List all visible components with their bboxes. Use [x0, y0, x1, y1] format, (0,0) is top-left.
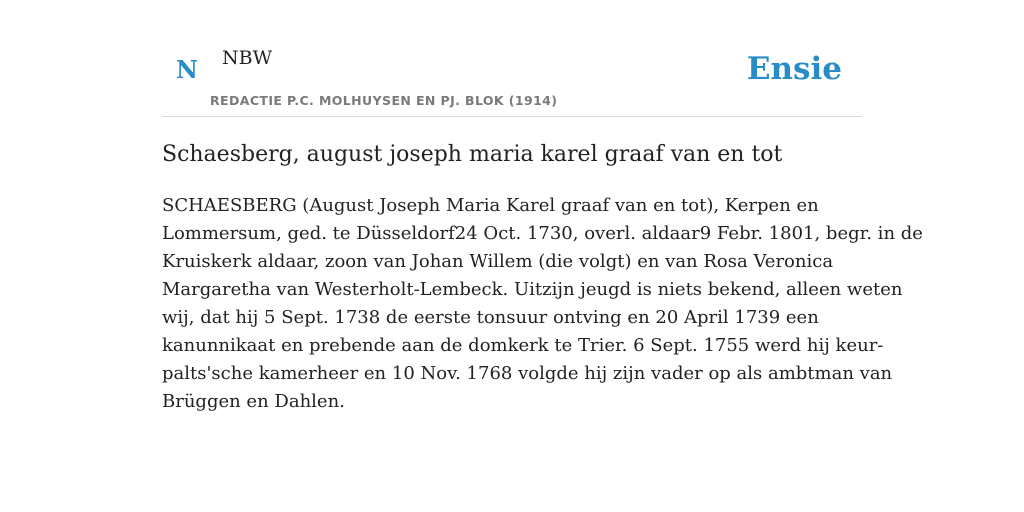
- body-line: kanunnikaat en prebende aan de domkerk te Trier. 6 Sept. 1755 werd hij keur-: [162, 335, 884, 356]
- body-line: wij, dat hij 5 Sept. 1738 de eerste tonsuur ontving en 20 April 1739 een: [162, 307, 819, 328]
- ensie-logo-link[interactable]: Ensie: [746, 51, 842, 87]
- page: [162, 0, 923, 512]
- editors-credit: REDACTIE P.C. MOLHUYSEN EN PJ. BLOK (1914): [210, 93, 558, 108]
- series-name-link[interactable]: NBW: [222, 47, 273, 69]
- article-title: Schaesberg, august joseph maria karel graaf van en tot: [162, 142, 783, 167]
- article-body: [162, 192, 923, 416]
- nbw-logo-link[interactable]: N: [176, 55, 198, 84]
- body-line: Margaretha van Westerholt-Lembeck. Uitzijn jeugd is niets bekend, alleen weten: [162, 279, 903, 300]
- body-line: palts'sche kamerheer en 10 Nov. 1768 volgde hij zijn vader op als ambtman van: [162, 363, 893, 384]
- body-line: Brüggen en Dahlen.: [162, 391, 345, 412]
- body-line: Kruiskerk aldaar, zoon van Johan Willem (die volgt) en van Rosa Veronica: [162, 251, 834, 272]
- header: [162, 0, 862, 117]
- body-line: Lommersum, ged. te Düsseldorf24 Oct. 1730, overl. aldaar9 Febr. 1801, begr. in de: [162, 223, 923, 244]
- body-line: SCHAESBERG (August Joseph Maria Karel graaf van en tot), Kerpen en: [162, 195, 819, 216]
